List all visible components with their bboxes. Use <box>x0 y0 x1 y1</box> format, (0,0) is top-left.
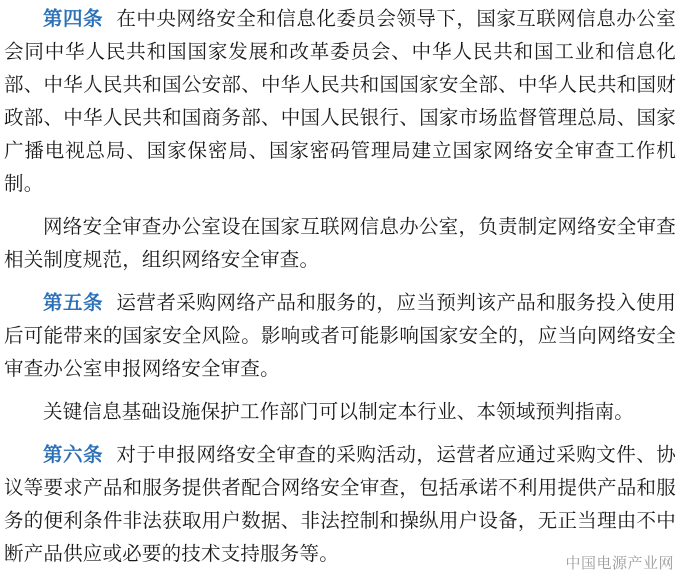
article-4-paragraph <box>4 2 676 200</box>
article-4-paragraph-2 <box>4 210 676 276</box>
article-5-paragraph <box>4 286 676 385</box>
article-6-number: 第六条 <box>43 443 103 466</box>
article-6-text: 对于申报网络安全审查的采购活动，运营者应通过采购文件、协议等要求产品和服务提供者配合网络安全审查，包括承诺不利用提供产品和服务的便利条件非法获取用户数据、非法控制和操纵用户设备，无正当理由不中断产品供应或必要的技术支持服务等。 <box>4 443 676 565</box>
article-4-text: 在中央网络安全和信息化委员会领导下，国家互联网信息办公室会同中华人民共和国国家发展和改革委员会、中华人民共和国工业和信息化部、中华人民共和国公安部、中华人民共和国国家安全部、中华人民共和国财政部、中华人民共和国商务部、中国人民银行、国家市场监督管理总局、国家广播电视总局、国家保密局、国家密码管理局建立国家网络安全审查工作机制。 <box>4 7 676 195</box>
article-5-text-2: 关键信息基础设施保护工作部门可以制定本行业、本领域预判指南。 <box>43 400 635 423</box>
site-watermark: 中国电源产业网 <box>565 554 674 572</box>
article-4-number: 第四条 <box>43 7 103 30</box>
article-5-text: 运营者采购网络产品和服务的，应当预判该产品和服务投入使用后可能带来的国家安全风险。影响或者可能影响国家安全的，应当向网络安全审查办公室申报网络安全审查。 <box>4 291 676 380</box>
article-6-paragraph <box>4 438 676 570</box>
article-5-number: 第五条 <box>43 291 103 314</box>
document-body <box>4 2 676 570</box>
article-5-paragraph-2 <box>4 395 676 428</box>
article-4-text-2: 网络安全审查办公室设在国家互联网信息办公室，负责制定网络安全审查相关制度规范，组织网络安全审查。 <box>4 215 676 271</box>
